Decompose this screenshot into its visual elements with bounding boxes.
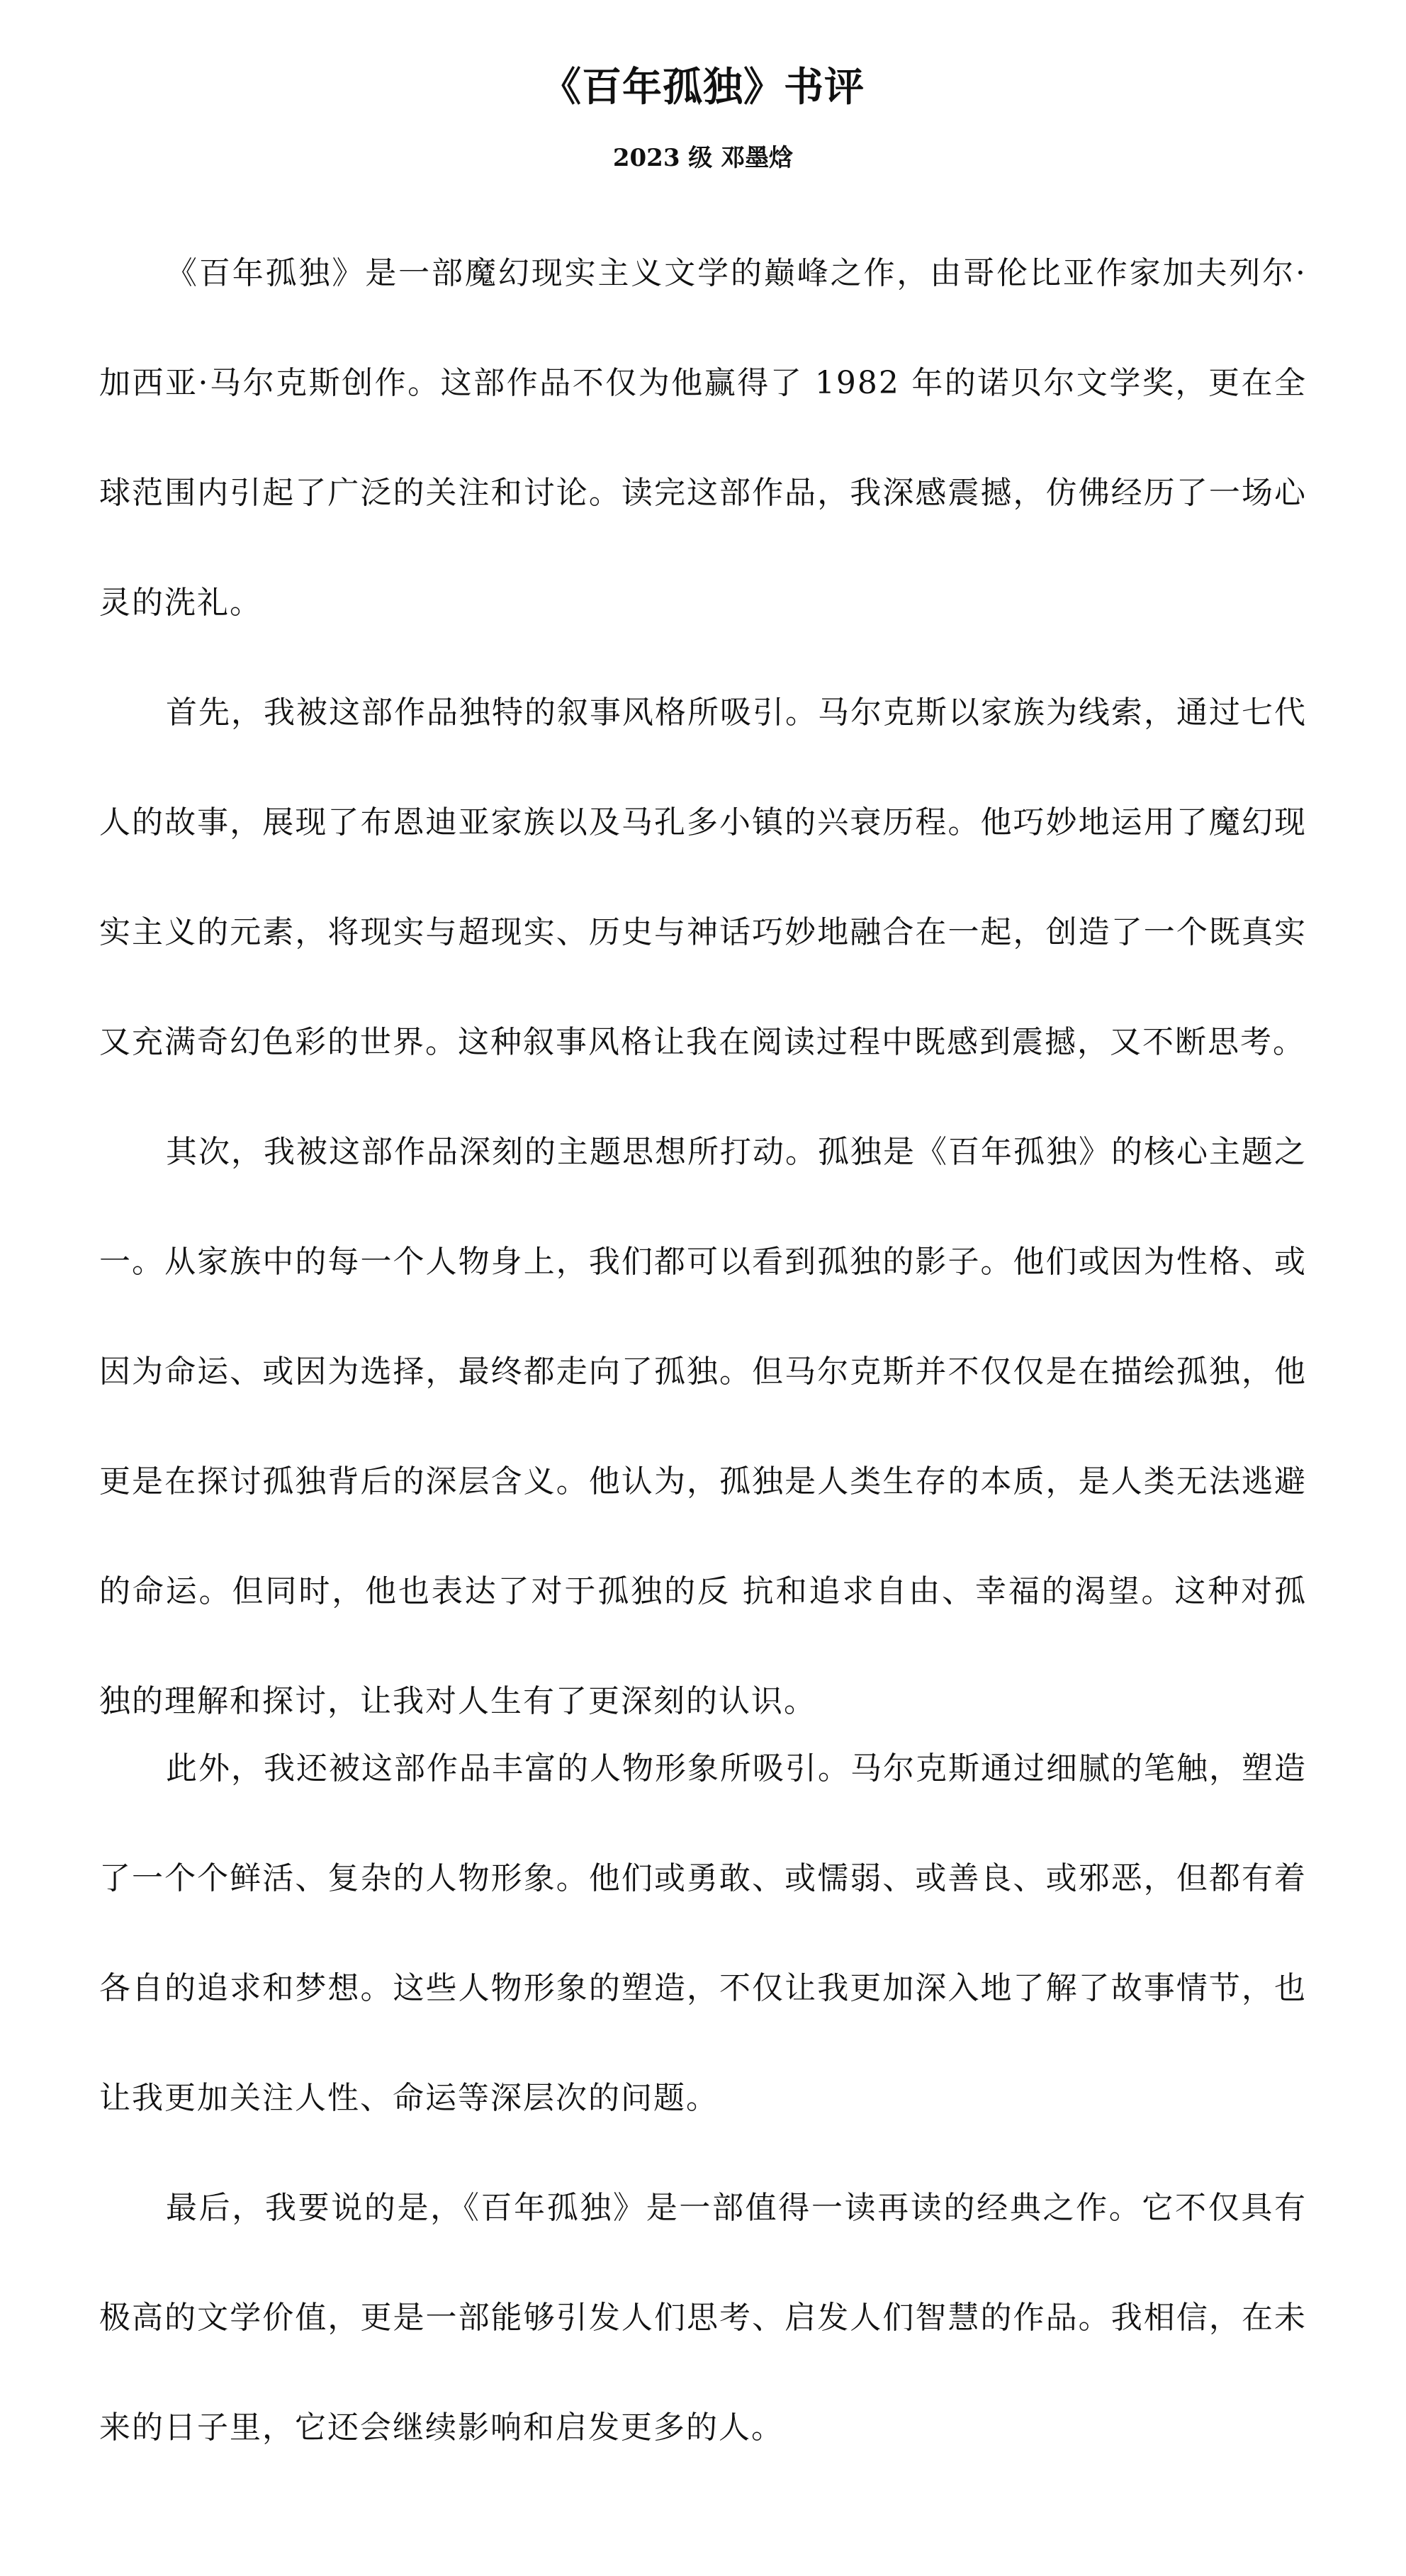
paragraph-conclusion: 最后，我要说的是，《百年孤独》是一部值得一读再读的经典之作。它不仅具有极高的文学价值，更是一部能够引发人们思考、启发人们智慧的作品。我相信，在未来的日子里，它还会继续影响和启发更多的人。 [99,2190,1307,2446]
paragraph-narrative-style: 首先，我被这部作品独特的叙事风格所吸引。马尔克斯以家族为线索，通过七代人的故事，展现了布恩迪亚家族以及马孔多小镇的兴衰历程。他巧妙地运用了魔幻现实主义的元素，将现实与超现实、历史与神话巧妙地融合在一起，创造了一个既真实又充满奇幻色彩的世界。这种叙事风格让我在阅读过程中既感到震撼，又不断思考。 [99,694,1307,1060]
paragraph-theme: 其次，我被这部作品深刻的主题思想所打动。孤独是《百年孤独》的核心主题之一。从家族中的每一个人物身上，我们都可以看到孤独的影子。他们或因为性格、或因为命运、或因为选择，最终都走向了孤独。但马尔克斯并不仅仅是在描绘孤独，他更是在探讨孤独背后的深层含义。他认为，孤独是人类生存的本质，是人类无法逃避的命运。但同时，他也表达了对于孤独的反 抗和追求自由、幸福的渴望。这种对孤独的理解和探讨，让我对人生有了更深刻的认识。 [99,1134,1307,1719]
paragraph-characters: 此外，我还被这部作品丰富的人物形象所吸引。马尔克斯通过细腻的笔触，塑造了一个个鲜活、复杂的人物形象。他们或勇敢、或懦弱、或善良、或邪恶，但都有着各自的追求和梦想。这些人物形象的塑造，不仅让我更加深入地了解了故事情节，也让我更加关注人性、命运等深层次的问题。 [99,1750,1307,2116]
paragraph-intro: 《百年孤独》是一部魔幻现实主义文学的巅峰之作，由哥伦比亚作家加夫列尔·加西亚·马尔克斯创作。这部作品不仅为他赢得了 1982 年的诺贝尔文学奖，更在全球范围内引起了广泛的关注和讨论。读完这部作品，我深感震撼，仿佛经历了一场心灵的洗礼。 [99,255,1307,621]
review-body [99,218,1307,2482]
author-byline: 2023 级 邓墨焓 [612,144,794,172]
page-title: 《百年孤独》书评 [541,64,865,111]
